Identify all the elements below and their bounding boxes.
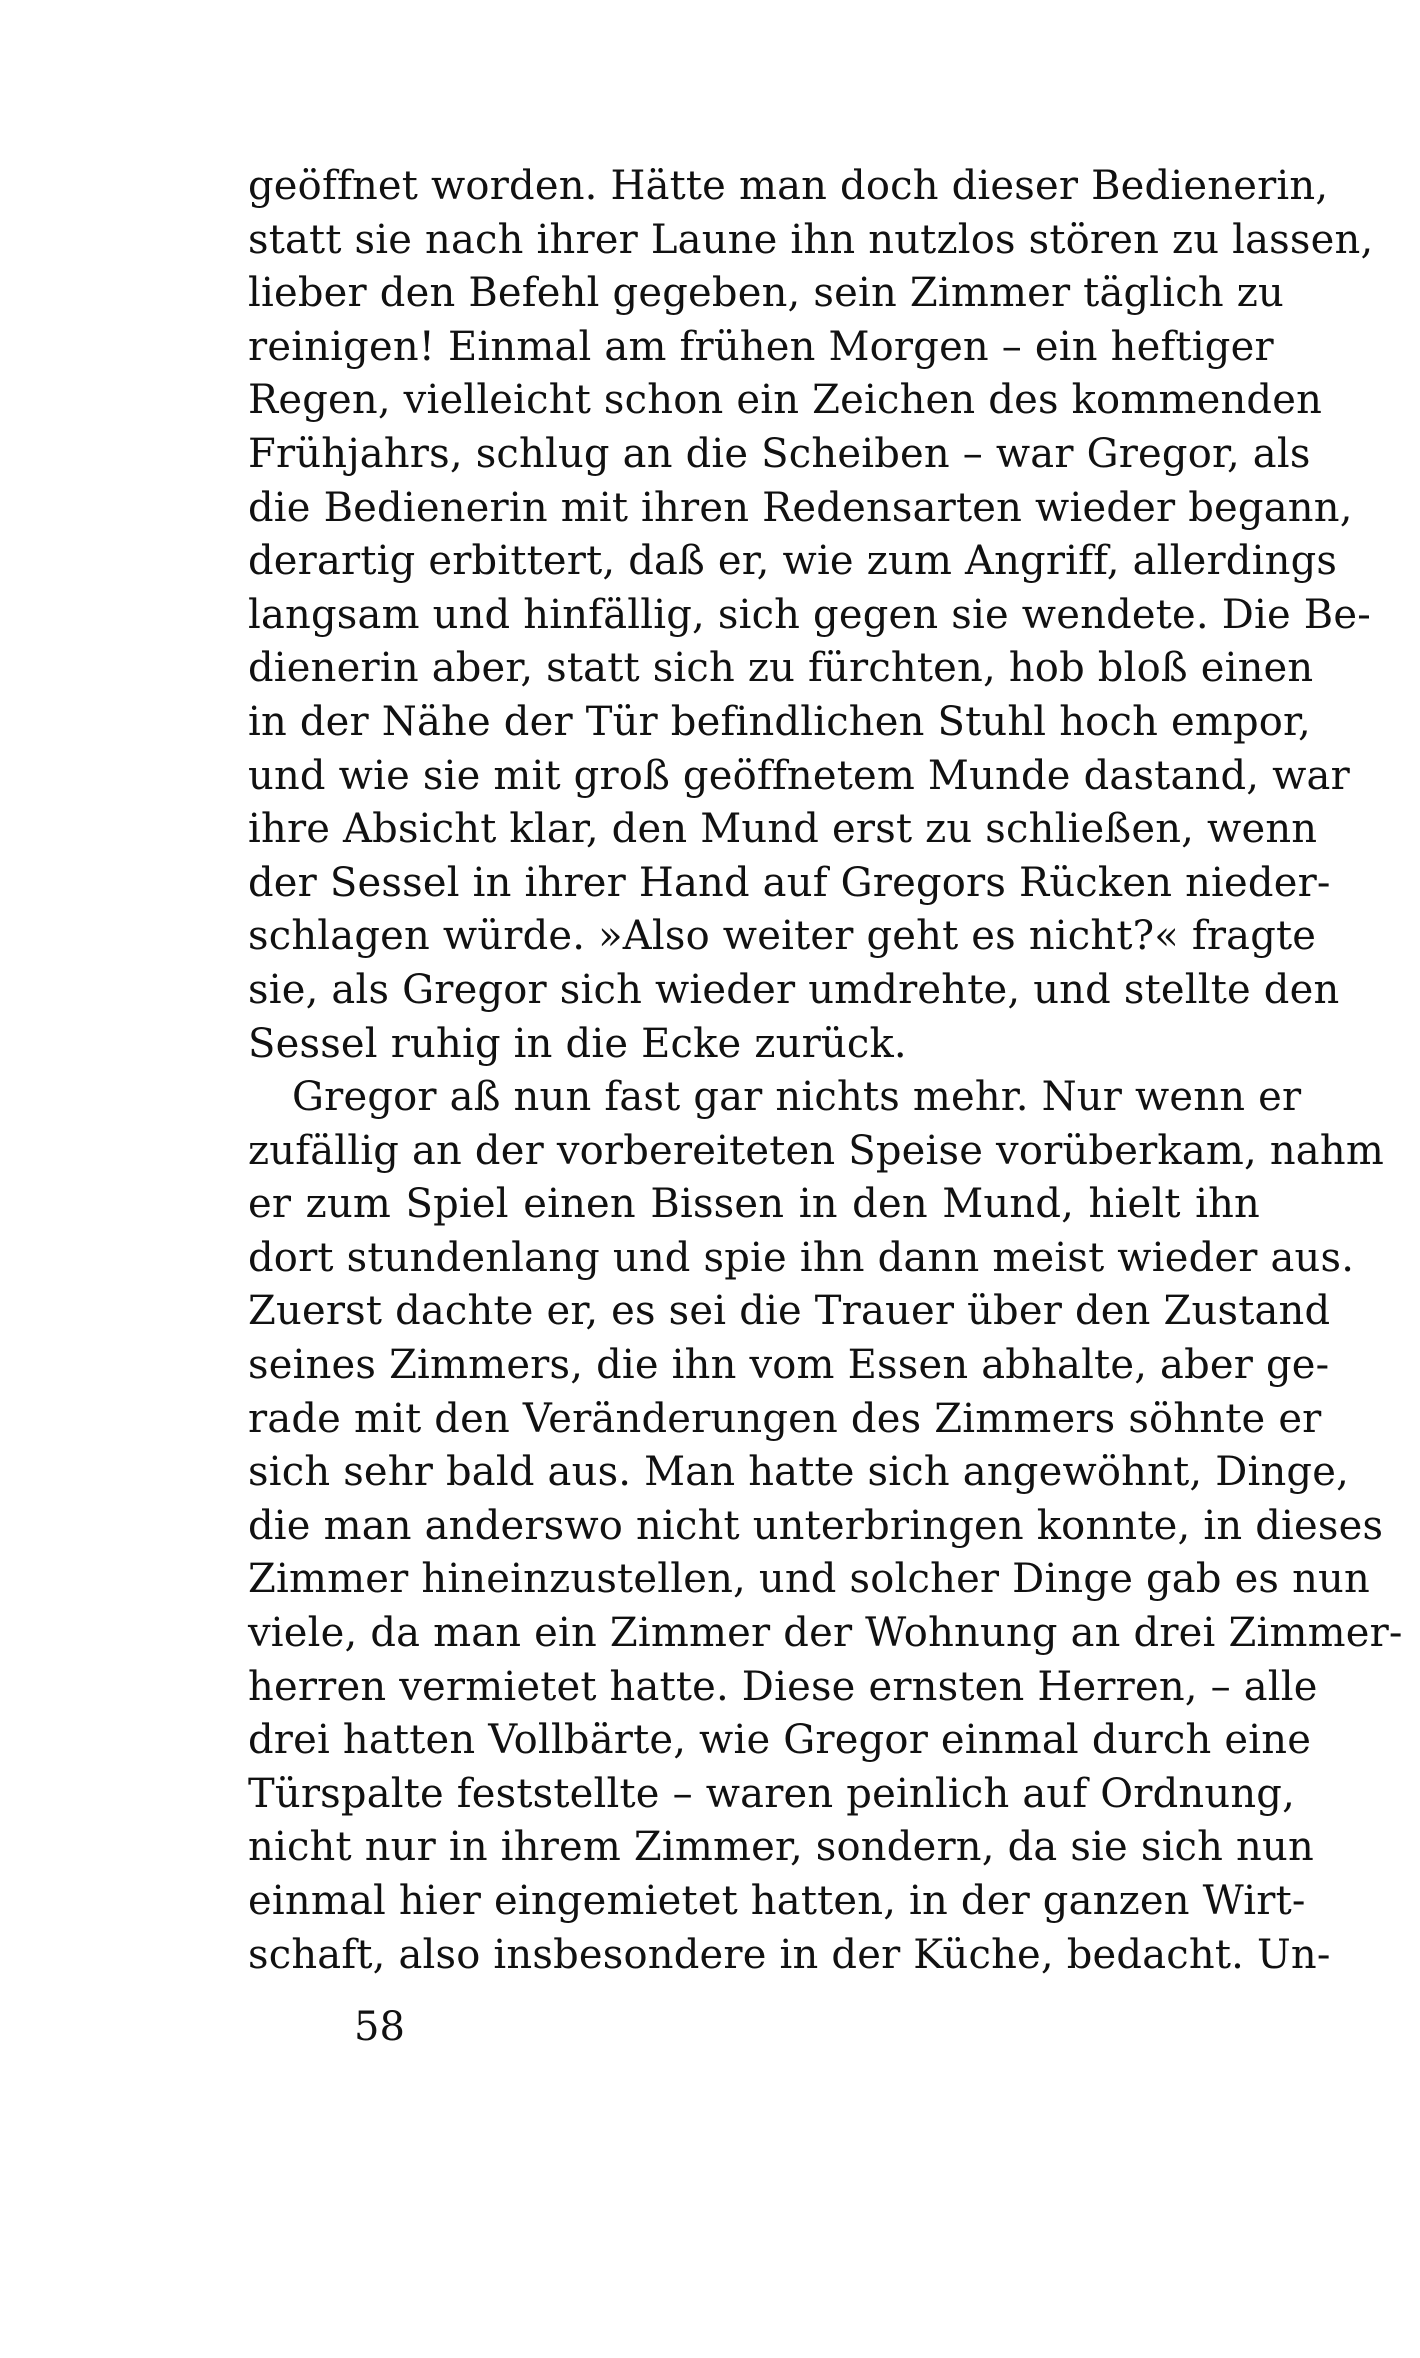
paragraph xyxy=(248,160,1374,1071)
text-line: sich sehr bald aus. Man hatte sich angewöhnt, Dinge, xyxy=(248,1449,1350,1496)
text-line: einmal hier eingemietet hatten, in der ganzen Wirt- xyxy=(248,1878,1306,1924)
paragraph xyxy=(248,1071,1403,1982)
text-line: herren vermietet hatte. Diese ernsten Herren, – alle xyxy=(248,1663,1318,1710)
text-line: dort stundenlang und spie ihn dann meist wieder aus. xyxy=(248,1234,1355,1281)
text-line: Gregor aß nun fast gar nichts mehr. Nur wenn er xyxy=(292,1074,1302,1121)
text-line: Türspalte feststellte – waren peinlich auf Ordnung, xyxy=(248,1770,1296,1817)
text-line: schaft, also insbesondere in der Küche, bedacht. Un- xyxy=(248,1931,1331,1978)
text-line: Regen, vielleicht schon ein Zeichen des kommenden xyxy=(248,377,1323,424)
text-line: zufällig an der vorbereiteten Speise vorüberkam, nahm xyxy=(248,1127,1384,1174)
text-line: langsam und hinfällig, sich gegen sie wendete. Die Be- xyxy=(248,591,1371,638)
text-line: der Sessel in ihrer Hand auf Gregors Rücken nieder- xyxy=(248,859,1331,906)
text-line: Zuerst dachte er, es sei die Trauer über den Zustand xyxy=(248,1288,1331,1335)
text-line: er zum Spiel einen Bissen in den Mund, hielt ihn xyxy=(248,1181,1260,1228)
text-line: und wie sie mit groß geöffnetem Munde dastand, war xyxy=(248,752,1350,799)
body-text xyxy=(248,160,1403,1982)
text-line: geöffnet worden. Hätte man doch dieser Bedienerin, xyxy=(248,163,1329,209)
text-line: dienerin aber, statt sich zu fürchten, hob bloß einen xyxy=(248,645,1314,692)
text-line: viele, da man ein Zimmer der Wohnung an drei Zimmer- xyxy=(248,1610,1403,1657)
text-line: Frühjahrs, schlug an die Scheiben – war Gregor, als xyxy=(248,430,1311,477)
text-line: lieber den Befehl gegeben, sein Zimmer täglich zu xyxy=(248,270,1285,317)
text-line: drei hatten Vollbärte, wie Gregor einmal durch eine xyxy=(248,1717,1312,1764)
text-line: ihre Absicht klar, den Mund erst zu schließen, wenn xyxy=(248,806,1318,853)
text-line: nicht nur in ihrem Zimmer, sondern, da sie sich nun xyxy=(248,1824,1314,1871)
text-line: derartig erbittert, daß er, wie zum Angriff, allerdings xyxy=(248,538,1338,585)
text-line: rade mit den Veränderungen des Zimmers söhnte er xyxy=(248,1395,1322,1442)
text-line: seines Zimmers, die ihn vom Essen abhalte, aber ge- xyxy=(248,1342,1330,1389)
text-line: in der Nähe der Tür befindlichen Stuhl hoch empor, xyxy=(248,698,1311,745)
text-line: die man anderswo nicht unterbringen konnte, in dieses xyxy=(248,1502,1384,1549)
text-line: Sessel ruhig in die Ecke zurück. xyxy=(248,1020,907,1067)
text-line: reinigen! Einmal am frühen Morgen – ein heftiger xyxy=(248,323,1274,370)
text-line: sie, als Gregor sich wieder umdrehte, und stellte den xyxy=(248,966,1340,1013)
text-line: die Bedienerin mit ihren Redensarten wieder begann, xyxy=(248,484,1353,531)
text-line: schlagen würde. »Also weiter geht es nicht?« fragte xyxy=(248,913,1317,960)
text-line: Zimmer hineinzustellen, und solcher Dinge gab es nun xyxy=(248,1556,1370,1603)
page-number: 58 xyxy=(354,2004,405,2050)
text-line: statt sie nach ihrer Laune ihn nutzlos stören zu lassen, xyxy=(248,216,1374,263)
